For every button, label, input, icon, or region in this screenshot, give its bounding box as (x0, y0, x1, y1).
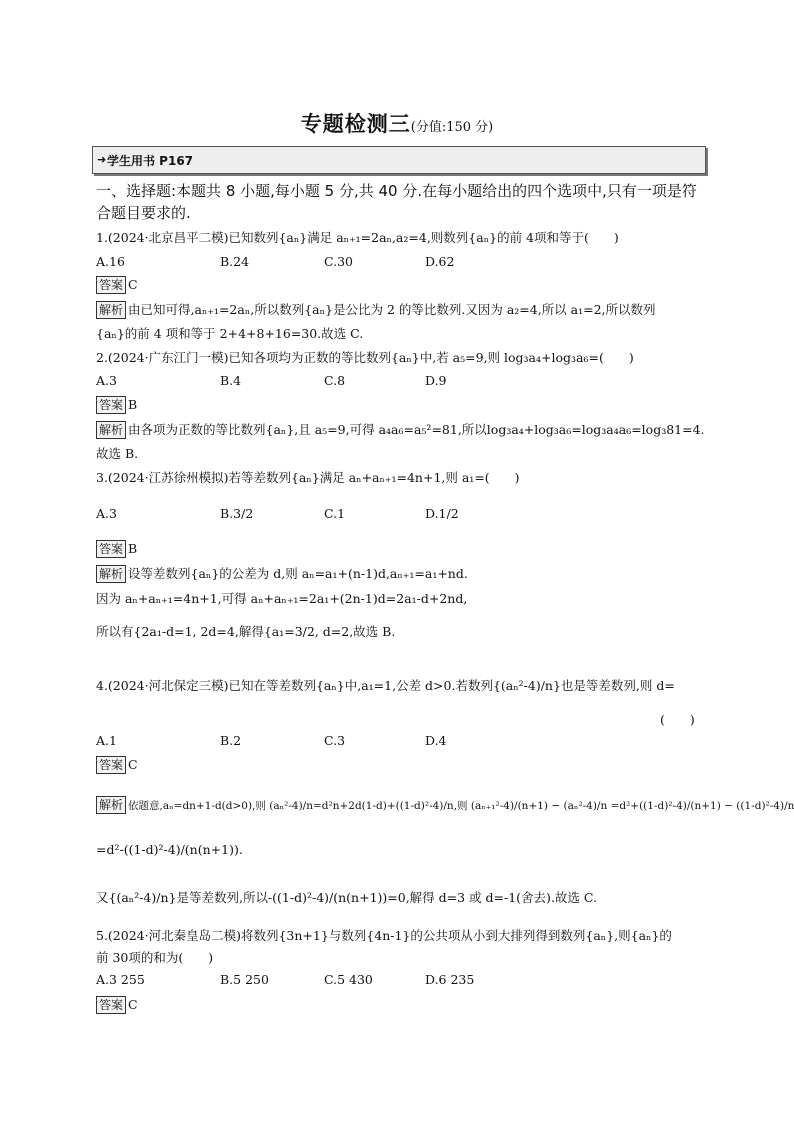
q5-option-b: B.5 250 (220, 972, 269, 987)
q2-option-a: A.3 (96, 373, 117, 388)
q3-option-b: B.3/2 (220, 506, 254, 521)
q3-analysis-line-3: 所以有{2a₁-d=1, 2d=4,解得{a₁=3/2, d=2,故选 B. (96, 624, 396, 639)
q2-analysis-line-1 (96, 420, 705, 439)
q1-option-b: B.24 (220, 254, 250, 269)
q1-option-c: C.30 (324, 254, 353, 269)
answer-tag: 答案 (96, 276, 126, 294)
q3-answer-value: B (128, 541, 138, 556)
q4-stem: 4.(2024·河北保定三模)已知在等差数列{aₙ}中,a₁=1,公差 d>0.若数列{(aₙ²-4)/n}也是等差数列,则 d= (96, 678, 675, 693)
q2-answer-value: B (128, 397, 138, 412)
student-book-banner (92, 146, 706, 174)
q4-answer-bracket: ( ) (660, 712, 695, 727)
analysis-tag: 解析 (96, 796, 126, 814)
q5-stem-line-2: 前 30项的和为( ) (96, 950, 214, 965)
q5-option-a: A.3 255 (96, 972, 145, 987)
q2-stem: 2.(2024·广东江门一模)已知各项均为正数的等比数列{aₙ}中,若 a₅=9,则 log₃a₄+log₃a₆=( ) (96, 350, 634, 365)
q4-option-d: D.4 (425, 733, 447, 748)
q3-analysis-line-1 (96, 564, 468, 583)
answer-tag: 答案 (96, 396, 126, 414)
q5-option-d: D.6 235 (425, 972, 475, 987)
q2-option-b: B.4 (220, 373, 242, 388)
q2-option-c: C.8 (324, 373, 346, 388)
q1-option-a: A.16 (96, 254, 125, 269)
q4-option-c: C.3 (324, 733, 346, 748)
q2-analysis-text-1: 由各项为正数的等比数列{aₙ},且 a₅=9,可得 a₄a₆=a₅²=81,所以log₃a₄+log₃a₆=log₃a₄a₆=log₃81=4. (128, 422, 705, 437)
q4-analysis-line-2: =d²-((1-d)²-4)/(n(n+1)). (96, 842, 243, 857)
title-main: 专题检测三 (300, 112, 411, 136)
q2-analysis-line-2: 故选 B. (96, 446, 139, 461)
analysis-tag: 解析 (96, 421, 126, 439)
q3-option-a: A.3 (96, 506, 117, 521)
q1-answer (96, 276, 138, 294)
q2-option-d: D.9 (425, 373, 447, 388)
q3-stem: 3.(2024·江苏徐州模拟)若等差数列{aₙ}满足 aₙ+aₙ₊₁=4n+1,则 a₁=( ) (96, 470, 520, 485)
q4-option-b: B.2 (220, 733, 242, 748)
q5-stem-line-1: 5.(2024·河北秦皇岛二模)将数列{3n+1}与数列{4n-1}的公共项从小到大排列得到数列{aₙ},则{aₙ}的 (96, 928, 672, 943)
q2-answer (96, 396, 137, 414)
q4-analysis-line-3: 又{(aₙ²-4)/n}是等差数列,所以-((1-d)²-4)/(n(n+1))=0,解得 d=3 或 d=-1(舍去).故选 C. (96, 890, 597, 905)
title-score: (分值:150 分) (410, 120, 494, 135)
section-heading: 一、选择题:本题共 8 小题,每小题 5 分,共 40 分.在每小题给出的四个选项中,只有一项是符合题目要求的. (96, 182, 697, 222)
q4-answer-value: C (128, 757, 138, 772)
q4-option-a: A.1 (96, 733, 117, 748)
q1-analysis-line-2: {aₙ}的前 4 项和等于 2+4+8+16=30.故选 C. (96, 326, 364, 341)
q5-answer-value: C (128, 997, 138, 1012)
q1-answer-value: C (128, 277, 138, 292)
q1-stem: 1.(2024·北京昌平二模)已知数列{aₙ}满足 aₙ₊₁=2aₙ,a₂=4,则数列{aₙ}的前 4项和等于( ) (96, 230, 619, 245)
analysis-tag: 解析 (96, 565, 126, 583)
page-title (0, 108, 794, 138)
answer-tag: 答案 (96, 540, 126, 558)
q4-analysis-line-1 (96, 796, 794, 814)
q3-option-c: C.1 (324, 506, 346, 521)
answer-tag: 答案 (96, 756, 126, 774)
q3-answer (96, 540, 137, 558)
q3-analysis-line-2: 因为 aₙ+aₙ₊₁=4n+1,可得 aₙ+aₙ₊₁=2a₁+(2n-1)d=2a₁-d+2nd, (96, 591, 468, 606)
arrow-icon: ➜ (97, 153, 107, 166)
q4-analysis-text-1: 依题意,aₙ=dn+1-d(d>0),则 (aₙ²-4)/n=d²n+2d(1-d)+((1-d)²-4)/n,则 (aₙ₊₁²-4)/(n+1) − (aₙ²-4)/n =d²+((1-d)²-4)/(n+1) − ((1-d)²-4)/n (128, 800, 794, 812)
q3-option-d: D.1/2 (425, 506, 459, 521)
answer-tag: 答案 (96, 996, 126, 1014)
q5-answer (96, 996, 138, 1014)
q1-option-d: D.62 (425, 254, 455, 269)
q5-option-c: C.5 430 (324, 972, 373, 987)
q1-analysis-text-1: 由已知可得,aₙ₊₁=2aₙ,所以数列{aₙ}是公比为 2 的等比数列.又因为 a₂=4,所以 a₁=2,所以数列 (128, 302, 656, 317)
q1-analysis-line-1 (96, 300, 656, 319)
banner-text: 学生用书 P167 (107, 154, 194, 168)
analysis-tag: 解析 (96, 301, 126, 319)
q4-answer (96, 756, 138, 774)
q3-analysis-text-1: 设等差数列{aₙ}的公差为 d,则 aₙ=a₁+(n-1)d,aₙ₊₁=a₁+nd. (128, 566, 468, 581)
